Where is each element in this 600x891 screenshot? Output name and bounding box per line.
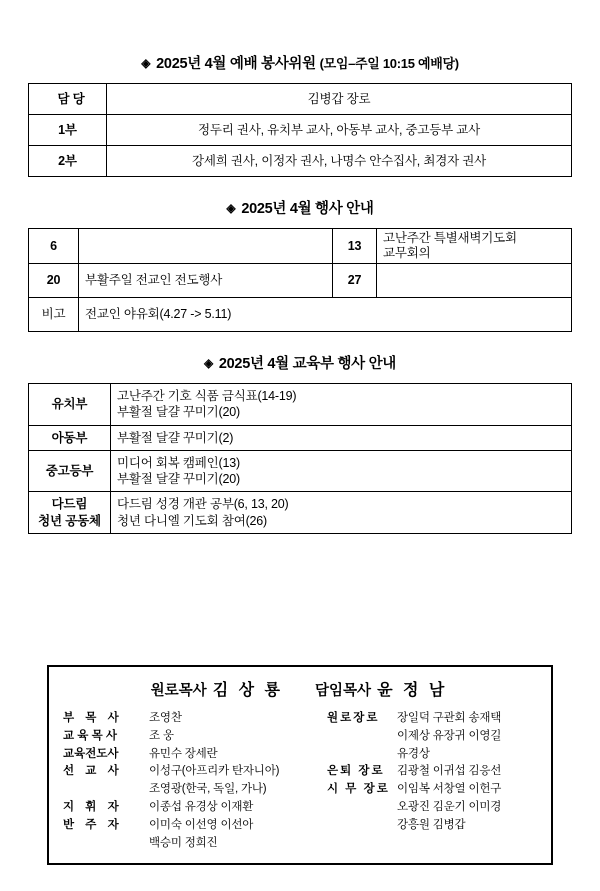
worship-header-label: 담 당 xyxy=(29,84,107,115)
staff-name-line: 조 웅 xyxy=(149,729,174,742)
staff-name-line: 장일덕 구관회 송재택 xyxy=(397,712,502,724)
edu-label-line1: 다드림 xyxy=(51,497,88,512)
event-text-1: 부활주일 전교인 전도행사 xyxy=(79,264,333,298)
senior-pastor-role: 담임목사 xyxy=(315,683,372,699)
edu-content xyxy=(111,492,572,534)
senior-pastor-emeritus-name: 김 상 룡 xyxy=(212,682,283,699)
staff-names xyxy=(397,710,501,763)
events-title-text: 2025년 4월 행사 안내 xyxy=(241,201,374,217)
senior-pastor-name: 윤 정 남 xyxy=(377,682,448,699)
staff-name-line: 조영광(한국, 독일, 가나) xyxy=(149,783,267,796)
events-table xyxy=(28,228,572,332)
event-text-2-line1: 고난주간 특별새벽기도회 xyxy=(383,231,517,245)
staff-entry xyxy=(63,799,279,817)
event-text-2 xyxy=(377,229,572,264)
event-date-1: 20 xyxy=(29,264,79,298)
worship-row-value: 정두리 권사, 유치부 교사, 아동부 교사, 중고등부 교사 xyxy=(107,115,572,146)
staff-role: 교 육 목 사 xyxy=(63,729,118,742)
staff-names xyxy=(397,763,501,781)
edu-line: 청년 다니엘 기도회 참여(26) xyxy=(117,513,267,528)
staff-role: 원로장로 xyxy=(327,712,380,724)
staff-name-line: 유민수 장세란 xyxy=(149,747,218,760)
events-note-value: 전교인 야유회(4.27 -> 5.11) xyxy=(79,298,572,332)
staff-role: 선 교 사 xyxy=(63,765,123,778)
edu-line: 부활절 달걀 꾸미기(2) xyxy=(117,430,234,445)
edu-label: 아동부 xyxy=(29,425,111,450)
table-row xyxy=(29,425,572,450)
edu-content xyxy=(111,450,572,492)
staff-names xyxy=(149,746,217,764)
staff-entry xyxy=(63,763,279,799)
table-row xyxy=(29,115,572,146)
events-section-title xyxy=(28,197,572,218)
table-row xyxy=(29,298,572,332)
event-date-2: 13 xyxy=(333,229,377,264)
staff-name-line: 오광진 김운기 이미경 xyxy=(397,801,502,814)
table-row xyxy=(29,384,572,426)
edu-line: 고난주간 기호 식품 금식표(14-19) xyxy=(117,389,297,403)
worship-row-value: 강세희 권사, 이정자 권사, 나명수 안수집사, 최경자 권사 xyxy=(107,146,572,177)
event-text-2-line2: 교무회의 xyxy=(383,246,431,260)
edu-line: 부활절 달걀 꾸미기(20) xyxy=(117,405,240,420)
diamond-icon: ◈ xyxy=(141,56,151,70)
staff-entry xyxy=(63,817,279,853)
staff-names xyxy=(149,728,174,746)
staff-role: 반 주 자 xyxy=(63,818,123,831)
staff-entry xyxy=(327,763,537,781)
staff-column-left xyxy=(63,710,279,853)
edu-content xyxy=(111,384,572,426)
education-table xyxy=(28,383,572,534)
staff-names xyxy=(149,710,182,728)
worship-title-text: 2025년 4월 예배 봉사위원 xyxy=(156,56,316,72)
staff-role: 시 무 장로 xyxy=(327,783,390,796)
staff-entry xyxy=(63,746,279,764)
worship-header-value: 김병갑 장로 xyxy=(107,84,572,115)
staff-name-line: 이종섭 유경상 이재환 xyxy=(149,801,254,814)
document-page xyxy=(0,52,600,891)
worship-section-title xyxy=(28,52,572,73)
staff-name-line: 유경상 xyxy=(397,747,430,760)
worship-row-label: 2부 xyxy=(29,146,107,177)
education-section-title xyxy=(28,352,572,373)
staff-name-line: 이제상 유장귀 이영길 xyxy=(397,729,502,742)
staff-name-line: 이미숙 이선영 이선아 xyxy=(149,818,254,831)
edu-label: 유치부 xyxy=(29,384,111,426)
staff-entry xyxy=(327,710,537,763)
table-row xyxy=(29,492,572,534)
staff-name-line: 강흥원 김병갑 xyxy=(397,818,466,831)
staff-heading xyxy=(63,677,537,700)
staff-directory-box xyxy=(47,665,553,865)
staff-names xyxy=(149,799,253,817)
table-row xyxy=(29,450,572,492)
table-row xyxy=(29,264,572,298)
staff-columns xyxy=(63,710,537,853)
diamond-icon: ◈ xyxy=(226,201,236,215)
staff-name-line: 조영찬 xyxy=(149,712,182,724)
edu-line: 부활절 달걀 꾸미기(20) xyxy=(117,472,240,486)
events-note-label: 비고 xyxy=(29,298,79,332)
worship-title-sub: (모임–주일 10:15 예배당) xyxy=(319,56,459,71)
staff-names xyxy=(397,781,501,834)
edu-line: 미디어 회복 캠페인(13) xyxy=(117,455,240,470)
staff-column-right xyxy=(327,710,537,853)
worship-row-label: 1부 xyxy=(29,115,107,146)
edu-line: 다드림 성경 개관 공부(6, 13, 20) xyxy=(117,497,289,512)
edu-label-line2: 청년 공동체 xyxy=(38,513,101,528)
edu-label xyxy=(29,492,111,534)
event-text-2 xyxy=(377,264,572,298)
staff-name-line: 이임복 서창열 이헌구 xyxy=(397,783,502,796)
staff-role: 은퇴 장로 xyxy=(327,765,385,778)
staff-role: 교육전도사 xyxy=(63,747,119,760)
staff-name-line: 김광철 이귀섭 김응선 xyxy=(397,765,502,778)
staff-entry xyxy=(327,781,537,834)
staff-entry xyxy=(63,728,279,746)
staff-names xyxy=(149,763,279,799)
event-date-1: 6 xyxy=(29,229,79,264)
senior-pastor-emeritus-role: 원로목사 xyxy=(150,683,207,699)
staff-role: 부 목 사 xyxy=(63,712,123,724)
staff-role: 지 휘 자 xyxy=(63,801,123,814)
education-title-text: 2025년 4월 교육부 행사 안내 xyxy=(218,356,397,372)
edu-content xyxy=(111,425,572,450)
staff-entry xyxy=(63,710,279,728)
staff-name-line: 이성구(아프리카 탄자니아) xyxy=(149,765,280,778)
event-date-2: 27 xyxy=(333,264,377,298)
event-text-1 xyxy=(79,229,333,264)
table-row xyxy=(29,229,572,264)
table-row xyxy=(29,84,572,115)
worship-table xyxy=(28,83,572,177)
staff-names xyxy=(149,817,253,853)
diamond-icon: ◈ xyxy=(203,356,213,370)
edu-label: 중고등부 xyxy=(29,450,111,492)
table-row xyxy=(29,146,572,177)
staff-name-line: 백승미 정희진 xyxy=(149,836,218,849)
